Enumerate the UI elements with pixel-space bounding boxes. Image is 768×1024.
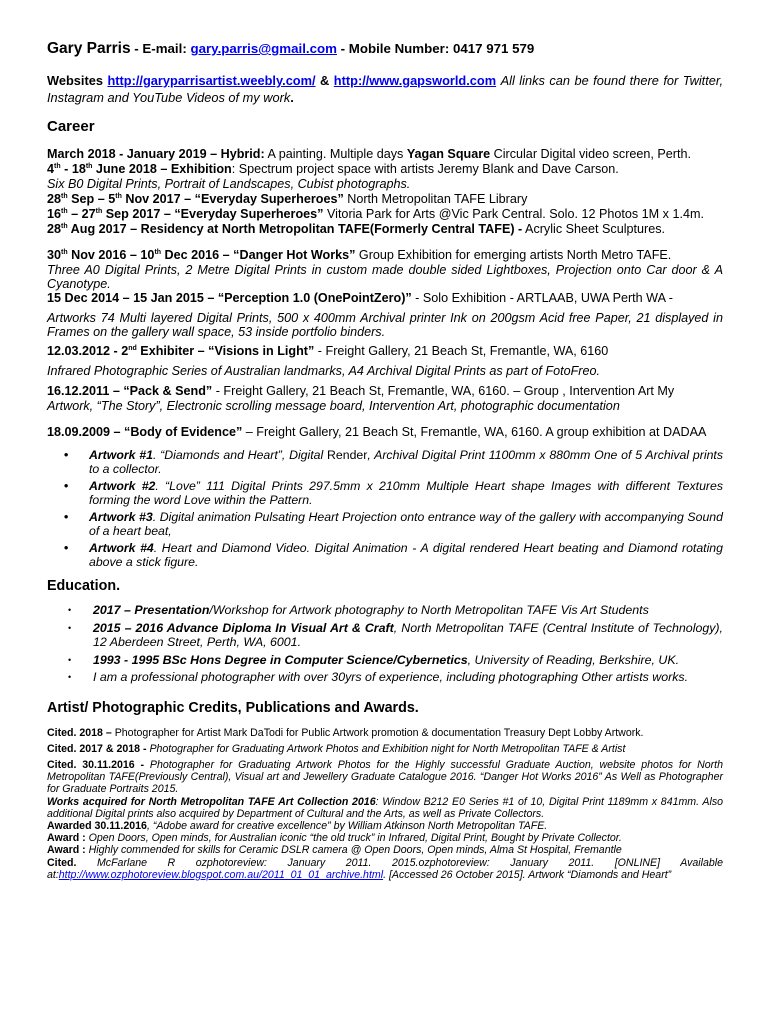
credit-entry: Award : Highly commended for skills for Ceramic DSLR camera @ Open Doors, Open minds, Alma St Hospital, Fremantle (47, 844, 622, 857)
career-entry (47, 344, 723, 359)
resume-page (47, 40, 723, 881)
entry-text: North Metropolitan TAFE Library (343, 192, 528, 206)
entry-date: 30th Nov 2016 – 10th Dec 2016 – “Danger Hot Works” (47, 248, 356, 262)
career-entry (47, 222, 723, 237)
entry-text: - Solo Exhibition - ARTLAAB, UWA Perth WA - (411, 291, 673, 305)
list-item: • 1993 - 1995 BSc Hons Degree in Computer Science/Cybernetics, University of Reading, Berkshire, UK. (47, 653, 723, 668)
ampersand: & (320, 73, 330, 88)
entry-description: Infrared Photographic Series of Australian landmarks, A4 Archival Digital Prints as part of FotoFreo. (47, 364, 600, 378)
entry-date: 16th – 27th Sep 2017 – “Everyday Superheroes” (47, 207, 324, 221)
career-entry (47, 192, 723, 207)
career-entry (47, 384, 723, 399)
gapsworld-link[interactable]: http://www.gapsworld.com (333, 73, 497, 88)
person-name: Gary Parris (47, 40, 131, 57)
entry-text: Group Exhibition for emerging artists North Metro TAFE. (355, 248, 672, 262)
mobile-number: Mobile Number: 0417 971 579 (348, 41, 535, 56)
entry-date: 18.09.2009 – “Body of Evidence” (47, 425, 243, 439)
list-item: • 2017 – Presentation/Workshop for Artwork photography to North Metropolitan TAFE Vis Art Students (47, 603, 723, 618)
entry-date: March 2018 - January 2019 – Hybrid: (47, 147, 265, 161)
entry-text: : Spectrum project space with artists Jeremy Blank and Dave Carson. (231, 162, 619, 176)
email-label: E-mail: (142, 41, 187, 56)
list-item: • 2015 – 2016 Advance Diploma In Visual Art & Craft, North Metropolitan TAFE (Central Institute of Technology), 12 Aberdeen Street, Perth, WA, 6001. (47, 621, 723, 650)
entry-text: - Freight Gallery, 21 Beach St, Fremantle, WA, 6160 (314, 344, 609, 358)
entry-description: Artwork, “The Story”, Electronic scrolling message board, Intervention Art, photographic documentation (47, 399, 620, 413)
credit-entry: Cited. 2018 – Photographer for Artist Mark DaTodi for Public Artwork promotion & documentation Treasury Dept Lobby Artwork. (47, 726, 644, 739)
credit-entry: Cited. 2017 & 2018 - Photographer for Graduating Artwork Photos and Exhibition night for North Metropolitan TAFE & Artist (47, 742, 626, 755)
entry-date: 28th Sep – 5th Nov 2017 – “Everyday Superheroes” (47, 192, 344, 206)
weebly-link[interactable]: http://garyparrisartist.weebly.com/ (107, 73, 316, 88)
contact-header (47, 40, 723, 58)
career-entry (47, 248, 723, 263)
education-heading: Education. (47, 578, 121, 594)
entry-venue: Yagan Square (406, 147, 491, 161)
career-entry (47, 147, 723, 162)
websites-label: Websites (47, 73, 103, 88)
entry-text: Acrylic Sheet Sculptures. (522, 222, 666, 236)
entry-text: – Freight Gallery, 21 Beach St, Fremantle, WA, 6160. A group exhibition at DADAA (242, 425, 707, 439)
entry-description: Six B0 Digital Prints, Portrait of Landscapes, Cubist photographs. (47, 177, 411, 191)
list-item: • I am a professional photographer with over 30yrs of experience, including photographing Other artists works. (47, 670, 723, 685)
entry-description: Three A0 Digital Prints, 2 Metre Digital Prints in custom made double sided Lightboxes, Projection onto Car door & A Cyanotype. (47, 263, 723, 291)
career-entry (47, 291, 723, 306)
credits-heading: Artist/ Photographic Credits, Publications and Awards. (47, 699, 419, 716)
ozphotoreview-link[interactable]: http://www.ozphotoreview.blogspot.com.au/2011_01_01_archive.html (58, 868, 384, 881)
list-item: • Artwork #4. Heart and Diamond Video. Digital Animation - A digital rendered Heart beating and Diamond rotating above a stick figure. (47, 541, 723, 569)
separator: - (336, 41, 349, 56)
entry-text: Vitoria Park for Arts @Vic Park Central. Solo. 12 Photos 1M x 1.4m. (323, 207, 704, 221)
career-entry (47, 162, 723, 177)
separator: - (130, 41, 143, 56)
credit-entry: Award : Open Doors, Open minds, for Australian iconic “the old truck” in Infrared, Digital Print, Bought by Private Collector. (47, 832, 622, 845)
entry-text: A painting. Multiple days (264, 147, 407, 161)
entry-date: 4th - 18th June 2018 – Exhibition (47, 162, 232, 176)
career-heading: Career (47, 118, 95, 135)
entry-date: 16.12.2011 – “Pack & Send” (47, 384, 213, 398)
email-link[interactable]: gary.parris@gmail.com (190, 41, 337, 56)
credits-section (47, 727, 723, 881)
list-item: • Artwork #2. “Love” 111 Digital Prints 297.5mm x 210mm Multiple Heart shape Images with different Textures forming the word Love within the Pattern. (47, 479, 723, 507)
entry-text: Circular Digital video screen, Perth. (490, 147, 692, 161)
career-entry (47, 425, 723, 440)
entry-date: 28th Aug 2017 – Residency at North Metropolitan TAFE(Formerly Central TAFE) - (47, 222, 523, 236)
credit-entry: Awarded 30.11.2016, “Adobe award for creative excellence” by William Atkinson North Metropolitan TAFE. (47, 819, 548, 832)
entry-date: 12.03.2012 - 2nd Exhibiter – “Visions in Light” (47, 344, 315, 358)
career-entry (47, 207, 723, 222)
period: . (290, 90, 294, 105)
entry-description: Artworks 74 Multi layered Digital Prints, 500 x 400mm Archival printer Ink on 200gsm Acid free Paper, 21 displayed in Frames on the gallery wall space, 53 inside portfolio binders. (47, 311, 723, 339)
education-list (47, 603, 723, 685)
websites-line (47, 72, 723, 106)
websites-note: All links can be found there for Twitter, Instagram and YouTube Videos of my work (47, 73, 724, 105)
credit-entry: Cited. McFarlane R ozphotoreview: January 2011. 2015.ozphotoreview: January 2011. [ONLINE] Available at:http://www.ozphotoreview.blogspot.com.au/2011_01_01_archive.html. [Accessed 26 October 2015]. Artwork “Diamonds and Heart” (47, 856, 723, 881)
entry-text: - Freight Gallery, 21 Beach St, Fremantle, WA, 6160. – Group , Intervention Art My (212, 384, 675, 398)
artwork-list (47, 448, 723, 569)
credit-entry: Works acquired for North Metropolitan TAFE Art Collection 2016: Window B212 E0 Series #1 of 10, Digital Print 1189mm x 841mm. Also additional Digital prints also acquired by Department of Cultural and the Arts, as well as Private Collectors. (47, 795, 724, 820)
list-item: • Artwork #3. Digital animation Pulsating Heart Projection onto entrance way of the gallery with accompanying Sound of a heart beat, (47, 510, 723, 538)
career-section (47, 147, 723, 569)
credit-entry: Cited. 30.11.2016 - Photographer for Graduating Artwork Photos for the Highly successful Graduate Auction, website photos for North Metropolitan TAFE(Previously Central), Visual art and Jewellery Graduate Catalogue 2016. “Danger Hot Works 2016” As Well as Photographer for Graduate Portraits 2015. (47, 758, 724, 796)
list-item: • Artwork #1. “Diamonds and Heart”, Digital Render, Archival Digital Print 1100mm x 880mm One of 5 Archival prints to a collector. (47, 448, 723, 476)
entry-date: 15 Dec 2014 – 15 Jan 2015 – “Perception 1.0 (OnePointZero)” (47, 291, 412, 305)
